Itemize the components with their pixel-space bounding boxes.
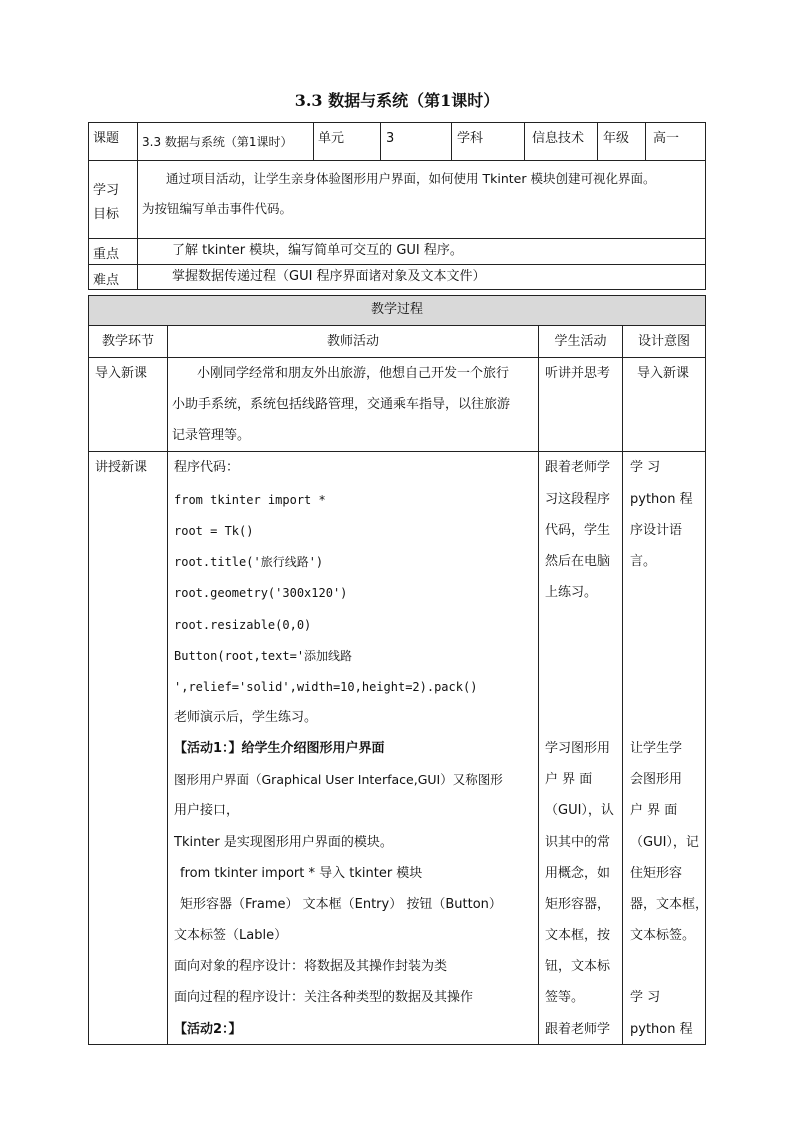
code-line: ',relief='solid',width=10,height=2).pack(): [174, 680, 478, 694]
rule: [597, 122, 598, 160]
course-label: 课题: [93, 131, 120, 146]
lecture-intent-line: 言。: [630, 554, 657, 569]
rule: [88, 295, 89, 1045]
lecture-intent-line: 户 界 面: [630, 803, 678, 818]
objectives-line-2: 为按钮编写单击事件代码。: [142, 201, 293, 216]
rule: [137, 122, 138, 290]
objectives-line-1: 通过项目活动，让学生亲身体验图形用户界面，如何使用 Tkinter 模块创建可视化界面。: [166, 171, 656, 186]
lecture-student-line: 钮，文本标: [545, 959, 611, 974]
rule: [705, 122, 706, 290]
lecture-student-line: 跟着老师学: [545, 460, 611, 475]
rule: [88, 160, 706, 161]
intro-teacher-line: 小刚同学经常和朋友外出旅游，他想自己开发一个旅行: [197, 366, 510, 381]
intro-student: 听讲并思考: [545, 366, 611, 381]
key-point-label: 重点: [93, 247, 120, 262]
col-header-teacher: 教师活动: [326, 334, 379, 349]
lecture-student-line: 代码，学生: [545, 523, 611, 538]
lecture-intent-line: 让学生学: [630, 741, 683, 756]
code-line: root = Tk(): [174, 524, 254, 538]
code-line: from tkinter import *: [174, 493, 326, 507]
lecture-intent-line: 会图形用: [630, 772, 683, 787]
lecture-teacher-line: 用户接口，: [174, 803, 240, 818]
col-header-stage: 教学环节: [101, 334, 154, 349]
rule: [380, 122, 381, 160]
objectives-label-2: 目标: [93, 207, 120, 222]
col-header-intent: 设计意图: [637, 334, 690, 349]
rule: [645, 122, 646, 160]
rule: [88, 264, 706, 265]
lecture-student-line: 上练习。: [545, 585, 598, 600]
code-line: Button(root,text='添加线路: [174, 649, 353, 663]
lecture-teacher-line: 面向过程的程序设计：关注各种类型的数据及其操作: [174, 990, 474, 1005]
grade-label: 年级: [603, 131, 630, 146]
lecture-student-line: 跟着老师学: [545, 1022, 611, 1037]
intro-intent: 导入新课: [637, 366, 690, 381]
subject-value: 信息技术: [532, 131, 585, 146]
lecture-teacher-line: 矩形容器（Frame） 文本框（Entry） 按钮（Button）: [180, 897, 502, 912]
difficulty-value: 掌握数据传递过程（GUI 程序界面诸对象及文本文件）: [172, 269, 486, 284]
unit-value: 3: [386, 131, 395, 146]
lecture-student-line: 户 界 面: [545, 772, 593, 787]
rule: [88, 1044, 706, 1045]
lecture-intent-line: 学 习: [630, 460, 661, 475]
lecture-student-line: 然后在电脑: [545, 554, 611, 569]
lecture-intent-line: 学 习: [630, 990, 661, 1005]
course-value: 3.3 数据与系统（第1课时）: [142, 135, 293, 149]
intro-teacher-line: 记录管理等。: [172, 428, 251, 443]
rule: [88, 357, 706, 358]
code-line: root.resizable(0,0): [174, 618, 312, 632]
rule: [88, 289, 706, 290]
process-header: 教学过程: [370, 302, 423, 317]
rule: [705, 295, 706, 1045]
lecture-intent-line: （GUI），记: [630, 835, 699, 850]
lecture-student-line: 习这段程序: [545, 492, 611, 507]
rule: [538, 325, 539, 1045]
activity-1-heading: 【活动1：】给学生介绍图形用户界面: [174, 741, 385, 756]
lecture-student-line: 学习图形用: [545, 741, 611, 756]
lecture-intent-line: python 程: [630, 492, 693, 507]
lecture-teacher-line: 程序代码：: [174, 460, 240, 475]
lecture-intent-line: 序设计语: [630, 523, 683, 538]
lecture-student-line: 签等。: [545, 990, 585, 1005]
unit-label: 单元: [318, 131, 345, 146]
rule: [88, 122, 706, 123]
document-title: 3.3 数据与系统（第1课时）: [294, 91, 500, 110]
objectives-label-1: 学习: [93, 183, 120, 198]
intro-teacher-line: 小助手系统，系统包括线路管理，交通乘车指导，以往旅游: [172, 397, 511, 412]
lecture-student-line: 用概念，如: [545, 866, 611, 881]
lecture-student-line: 矩形容器，: [545, 897, 611, 912]
rule: [167, 325, 168, 1045]
lecture-student-line: 文本框，按: [545, 928, 611, 943]
subject-label: 学科: [457, 131, 484, 146]
lecture-intent-line: 住矩形容: [630, 866, 683, 881]
rule: [524, 122, 525, 160]
col-header-student: 学生活动: [554, 334, 607, 349]
intro-stage: 导入新课: [95, 366, 148, 381]
lecture-teacher-line: 老师演示后，学生练习。: [174, 710, 318, 725]
lecture-student-line: 识其中的常: [545, 835, 611, 850]
lecture-teacher-line: Tkinter 是实现图形用户界面的模块。: [174, 835, 393, 850]
code-line: root.geometry('300x120'): [174, 586, 348, 600]
lecture-stage: 讲授新课: [95, 460, 148, 475]
rule: [88, 122, 89, 290]
rule: [622, 325, 623, 1045]
lecture-teacher-line: from tkinter import * 导入 tkinter 模块: [180, 866, 423, 881]
lecture-teacher-line: 文本标签（Lable）: [174, 928, 288, 943]
lecture-student-line: （GUI），认: [545, 803, 614, 818]
rule: [88, 238, 706, 239]
rule: [88, 295, 706, 296]
lecture-intent-line: 器，文本框，: [630, 897, 709, 912]
rule: [88, 325, 706, 326]
lecture-teacher-line: 面向对象的程序设计：将数据及其操作封装为类: [174, 959, 448, 974]
rule: [313, 122, 314, 160]
lecture-teacher-line: 图形用户界面（Graphical User Interface,GUI）又称图形: [174, 772, 503, 787]
rule: [88, 451, 706, 452]
key-point-value: 了解 tkinter 模块，编写简单可交互的 GUI 程序。: [172, 243, 463, 258]
lecture-intent-line: python 程: [630, 1022, 693, 1037]
difficulty-label: 难点: [93, 273, 120, 288]
activity-2-heading: 【活动2：】: [174, 1022, 242, 1037]
code-line: root.title('旅行线路'): [174, 555, 324, 569]
lecture-intent-line: 文本标签。: [630, 928, 696, 943]
rule: [451, 122, 452, 160]
grade-value: 高一: [653, 131, 680, 146]
